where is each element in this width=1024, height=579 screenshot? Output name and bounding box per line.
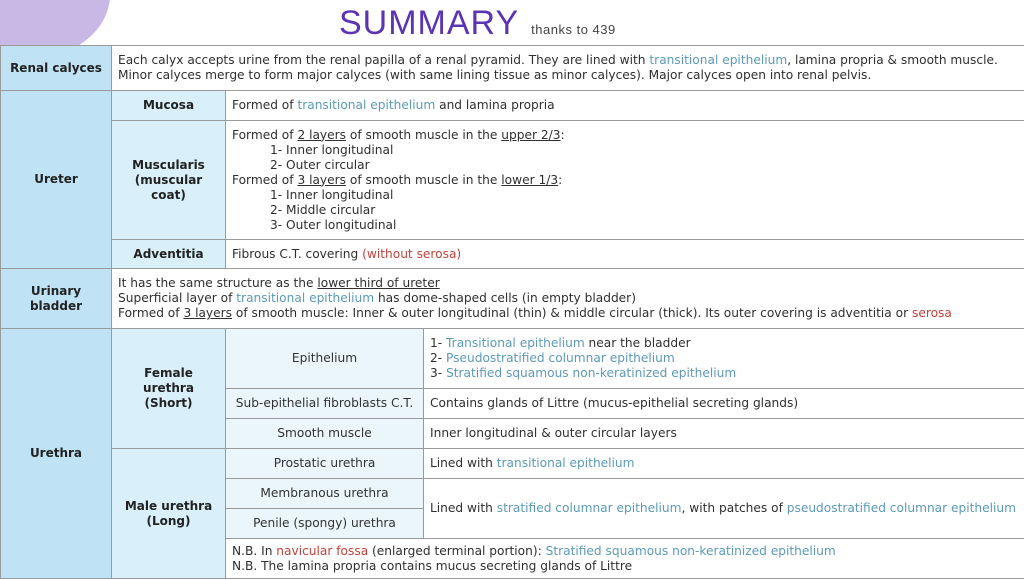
epithelium-line-2: 2- Pseudostratified columnar epithelium <box>430 351 1018 366</box>
label-urinary-bladder: Urinary bladder <box>1 269 112 329</box>
label-membranous-urethra: Membranous urethra <box>226 479 424 509</box>
row-ureter-adventitia <box>1 240 1024 269</box>
text-renal-calyces <box>112 46 1024 91</box>
text-muscularis <box>226 121 1024 240</box>
label-renal-calyces: Renal calyces <box>1 46 112 91</box>
label-subepithelial: Sub-epithelial fibroblasts C.T. <box>226 389 424 419</box>
note-line-1: N.B. In navicular fossa (enlarged terminal portion): Stratified squamous non-keratinized epithelium <box>232 544 1018 559</box>
muscularis-line-3: 2- Outer circular <box>232 158 1018 173</box>
label-epithelium: Epithelium <box>226 329 424 389</box>
text-smooth-muscle: Inner longitudinal & outer circular layers <box>424 419 1024 449</box>
label-penile-urethra: Penile (spongy) urethra <box>226 509 424 539</box>
text-male-notes <box>226 539 1024 579</box>
muscularis-line-6: 2- Middle circular <box>232 203 1018 218</box>
text-membranous-penile: Lined with stratified columnar epithelium, with patches of pseudostratified columnar epithelium <box>424 479 1024 539</box>
row-female-epithelium <box>1 329 1024 389</box>
summary-table <box>0 45 1024 579</box>
calyces-line-2: Minor calyces merge to form major calyces (with same lining tissue as minor calyces). Major calyces open into renal pelvis. <box>118 68 1018 83</box>
text-subepithelial: Contains glands of Littre (mucus-epithelial secreting glands) <box>424 389 1024 419</box>
page-title: SUMMARY <box>339 4 519 43</box>
note-line-2: N.B. The lamina propria contains mucus secreting glands of Littre <box>232 559 1018 574</box>
muscularis-line-4: Formed of 3 layers of smooth muscle in the lower 1/3: <box>232 173 1018 188</box>
text-urinary-bladder <box>112 269 1024 329</box>
header <box>339 4 616 44</box>
row-ureter-muscularis <box>1 121 1024 240</box>
muscularis-line-2: 1- Inner longitudinal <box>232 143 1018 158</box>
text-mucosa: Formed of transitional epithelium and lamina propria <box>226 91 1024 121</box>
label-adventitia: Adventitia <box>112 240 226 269</box>
label-female-urethra: Female urethra (Short) <box>112 329 226 449</box>
label-ureter: Ureter <box>1 91 112 269</box>
calyces-line-1: Each calyx accepts urine from the renal papilla of a renal pyramid. They are lined with transitional epithelium, lamina propria & smooth muscle. <box>118 53 1018 68</box>
row-urinary-bladder <box>1 269 1024 329</box>
bladder-line-1: It has the same structure as the lower third of ureter <box>118 276 1018 291</box>
label-urethra: Urethra <box>1 329 112 579</box>
row-ureter-mucosa <box>1 91 1024 121</box>
text-female-epithelium <box>424 329 1024 389</box>
muscularis-line-1: Formed of 2 layers of smooth muscle in the upper 2/3: <box>232 128 1018 143</box>
text-adventitia: Fibrous C.T. covering (without serosa) <box>226 240 1024 269</box>
row-male-prostatic <box>1 449 1024 479</box>
text-prostatic-urethra: Lined with transitional epithelium <box>424 449 1024 479</box>
page-subtitle: thanks to 439 <box>531 22 616 37</box>
label-prostatic-urethra: Prostatic urethra <box>226 449 424 479</box>
label-muscularis: Muscularis (muscular coat) <box>112 121 226 240</box>
label-mucosa: Mucosa <box>112 91 226 121</box>
bladder-line-3: Formed of 3 layers of smooth muscle: Inner & outer longitudinal (thin) & middle circular (thick). Its outer covering is adventitia or serosa <box>118 306 1018 321</box>
bladder-line-2: Superficial layer of transitional epithelium has dome-shaped cells (in empty bladder) <box>118 291 1018 306</box>
muscularis-line-7: 3- Outer longitudinal <box>232 218 1018 233</box>
label-smooth-muscle: Smooth muscle <box>226 419 424 449</box>
epithelium-line-1: 1- Transitional epithelium near the bladder <box>430 336 1018 351</box>
muscularis-line-5: 1- Inner longitudinal <box>232 188 1018 203</box>
row-renal-calyces <box>1 46 1024 91</box>
label-male-urethra: Male urethra (Long) <box>112 449 226 579</box>
epithelium-line-3: 3- Stratified squamous non-keratinized epithelium <box>430 366 1018 381</box>
